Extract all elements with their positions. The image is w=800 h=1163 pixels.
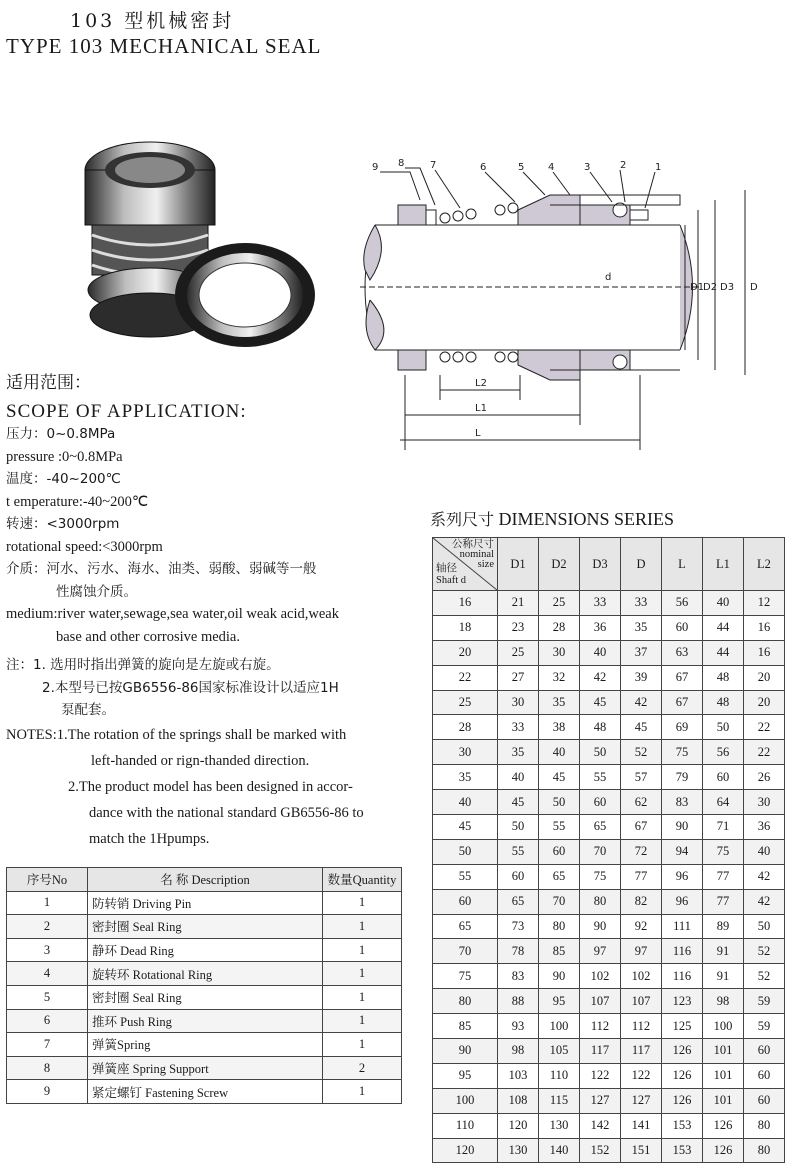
- dimension-cell: 151: [621, 1138, 662, 1163]
- dimension-cell: 105: [539, 1039, 580, 1064]
- dimension-cell: 142: [580, 1113, 621, 1138]
- note-cn-1: 注：1. 选用时指出弹簧的旋向是左旋或右旋。: [6, 657, 280, 673]
- shaft-d-cell: 45: [433, 815, 498, 840]
- dimension-cell: 20: [744, 665, 785, 690]
- dimension-cell: 94: [662, 839, 703, 864]
- col-d: D: [621, 538, 662, 591]
- dimension-cell: 50: [498, 815, 539, 840]
- table-row: [433, 1088, 785, 1113]
- dimension-cell: 40: [703, 591, 744, 616]
- corner-label-shaft: 轴径 Shaft d: [436, 563, 467, 586]
- dimension-cell: 60: [580, 790, 621, 815]
- col-d2: D2: [539, 538, 580, 591]
- dimension-cell: 126: [662, 1063, 703, 1088]
- dimension-cell: 83: [498, 964, 539, 989]
- table-row: 4 旋转环 Rotational Ring 1: [7, 962, 402, 986]
- table-row: [433, 665, 785, 690]
- shaft-d-cell: 28: [433, 715, 498, 740]
- scope-heading-en: SCOPE OF APPLICATION:: [6, 401, 247, 422]
- dimension-cell: 56: [662, 591, 703, 616]
- dimension-cell: 40: [580, 640, 621, 665]
- dimension-cell: 70: [580, 839, 621, 864]
- dimension-cell: 90: [580, 914, 621, 939]
- shaft-d-cell: 16: [433, 591, 498, 616]
- callout-1: 1: [655, 162, 662, 173]
- dimensions-header-row: [433, 538, 785, 591]
- dimension-cell: 45: [580, 690, 621, 715]
- shaft-d-cell: 100: [433, 1088, 498, 1113]
- col-no: 序号No: [7, 868, 88, 892]
- table-row: [433, 591, 785, 616]
- table-row: 1 防转销 Driving Pin 1: [7, 891, 402, 915]
- page-title-en: TYPE 103 MECHANICAL SEAL: [6, 34, 322, 58]
- callout-8: 8: [398, 158, 405, 169]
- dimension-cell: 73: [498, 914, 539, 939]
- dimension-cell: 112: [621, 1014, 662, 1039]
- table-row: [433, 740, 785, 765]
- table-row: [433, 640, 785, 665]
- shaft-d-cell: 85: [433, 1014, 498, 1039]
- dimension-cell: 60: [744, 1063, 785, 1088]
- dimension-cell: 16: [744, 615, 785, 640]
- table-row: [433, 1063, 785, 1088]
- dimension-cell: 130: [498, 1138, 539, 1163]
- table-row: [433, 1113, 785, 1138]
- dimension-cell: 60: [744, 1088, 785, 1113]
- dimension-cell: 42: [580, 665, 621, 690]
- dim-D: D: [750, 282, 758, 293]
- dimension-cell: 36: [744, 815, 785, 840]
- dimension-cell: 80: [580, 889, 621, 914]
- dimension-cell: 112: [580, 1014, 621, 1039]
- dimension-cell: 100: [703, 1014, 744, 1039]
- dimension-cell: 107: [621, 989, 662, 1014]
- dimension-cell: 35: [498, 740, 539, 765]
- dimension-cell: 39: [621, 665, 662, 690]
- dimension-cell: 117: [580, 1039, 621, 1064]
- dimension-cell: 108: [498, 1088, 539, 1113]
- pressure-cn: 压力：0~0.8MPa: [6, 426, 116, 442]
- dimension-cell: 140: [539, 1138, 580, 1163]
- dimension-cell: 101: [703, 1039, 744, 1064]
- dimension-cell: 55: [539, 815, 580, 840]
- dimension-cell: 42: [744, 864, 785, 889]
- table-row: 9 紧定螺钉 Fastening Screw 1: [7, 1080, 402, 1104]
- speed-en: rotational speed:<3000rpm: [6, 538, 163, 555]
- col-l: L: [662, 538, 703, 591]
- shaft-d-cell: 55: [433, 864, 498, 889]
- dim-L: L: [475, 428, 481, 439]
- dimension-cell: 52: [744, 964, 785, 989]
- dimension-cell: 75: [580, 864, 621, 889]
- shaft-d-cell: 110: [433, 1113, 498, 1138]
- table-row: 8 弹簧座 Spring Support 2: [7, 1056, 402, 1080]
- corner-header: [433, 538, 498, 591]
- dim-D2: D2: [703, 282, 718, 293]
- dimension-cell: 63: [662, 640, 703, 665]
- shaft-d-cell: 120: [433, 1138, 498, 1163]
- callout-6: 6: [480, 162, 487, 173]
- medium-en-cont: base and other corrosive media.: [56, 628, 240, 645]
- dimension-cell: 67: [621, 815, 662, 840]
- dimension-cell: 80: [539, 914, 580, 939]
- dimension-cell: 110: [539, 1063, 580, 1088]
- dimension-cell: 50: [580, 740, 621, 765]
- dimension-cell: 153: [662, 1138, 703, 1163]
- dimension-cell: 126: [703, 1113, 744, 1138]
- scope-section: [6, 360, 436, 852]
- dimension-cell: 32: [539, 665, 580, 690]
- shaft-d-cell: 25: [433, 690, 498, 715]
- dimension-cell: 60: [539, 839, 580, 864]
- dimension-cell: 65: [580, 815, 621, 840]
- dimension-cell: 50: [744, 914, 785, 939]
- shaft-d-cell: 18: [433, 615, 498, 640]
- dimension-cell: 52: [621, 740, 662, 765]
- table-row: [433, 790, 785, 815]
- dimension-cell: 122: [580, 1063, 621, 1088]
- dimension-cell: 64: [703, 790, 744, 815]
- dimension-cell: 98: [703, 989, 744, 1014]
- dimension-cell: 42: [621, 690, 662, 715]
- dimension-cell: 35: [539, 690, 580, 715]
- dimension-cell: 96: [662, 864, 703, 889]
- dimension-cell: 20: [744, 690, 785, 715]
- dimension-cell: 91: [703, 964, 744, 989]
- shaft-d-cell: 80: [433, 989, 498, 1014]
- dim-D3: D3: [720, 282, 735, 293]
- dimension-cell: 126: [662, 1039, 703, 1064]
- dimension-cell: 48: [703, 690, 744, 715]
- shaft-d-cell: 95: [433, 1063, 498, 1088]
- dimension-cell: 96: [662, 889, 703, 914]
- dimension-cell: 50: [703, 715, 744, 740]
- dimension-cell: 102: [621, 964, 662, 989]
- dimension-cell: 45: [621, 715, 662, 740]
- dimension-cell: 72: [621, 839, 662, 864]
- shaft-d-cell: 20: [433, 640, 498, 665]
- dim-L2: L2: [475, 378, 487, 389]
- dimension-cell: 33: [621, 591, 662, 616]
- note-cn-2-cont: 泵配套。: [61, 702, 115, 718]
- parts-table: [6, 867, 402, 1104]
- dimension-cell: 89: [703, 914, 744, 939]
- dimension-cell: 75: [703, 839, 744, 864]
- dimension-cell: 78: [498, 939, 539, 964]
- table-row: [433, 1039, 785, 1064]
- dimension-cell: 117: [621, 1039, 662, 1064]
- page-title-cn: 103 型机械密封: [70, 10, 235, 32]
- dimension-cell: 33: [498, 715, 539, 740]
- parts-header-row: [7, 868, 402, 892]
- dimension-cell: 55: [498, 839, 539, 864]
- medium-en: medium:river water,sewage,sea water,oil weak acid,weak: [6, 606, 339, 622]
- dimension-cell: 85: [539, 939, 580, 964]
- note-en-2-cont2: match the 1Hpumps.: [89, 830, 210, 847]
- dimension-cell: 77: [703, 889, 744, 914]
- dimension-cell: 65: [539, 864, 580, 889]
- col-l1: L1: [703, 538, 744, 591]
- dimension-cell: 69: [662, 715, 703, 740]
- dimension-cell: 44: [703, 640, 744, 665]
- dimension-cell: 12: [744, 591, 785, 616]
- dimension-cell: 22: [744, 740, 785, 765]
- callout-3: 3: [584, 162, 591, 173]
- dim-D1: D1: [690, 282, 705, 293]
- dimension-cell: 60: [498, 864, 539, 889]
- dimension-cell: 16: [744, 640, 785, 665]
- dimensions-title-cn: 系列尺寸: [430, 510, 495, 529]
- callout-2: 2: [620, 160, 627, 171]
- shaft-d-cell: 40: [433, 790, 498, 815]
- table-row: 5 密封圈 Seal Ring 1: [7, 985, 402, 1009]
- dimension-cell: 100: [539, 1014, 580, 1039]
- dimension-cell: 95: [539, 989, 580, 1014]
- dimension-cell: 102: [580, 964, 621, 989]
- scope-heading-cn: 适用范围：: [6, 373, 91, 393]
- callout-9: 9: [372, 162, 379, 173]
- table-row: [433, 765, 785, 790]
- dimension-cell: 52: [744, 939, 785, 964]
- table-row: [433, 964, 785, 989]
- table-row: [433, 889, 785, 914]
- dimension-cell: 67: [662, 665, 703, 690]
- dimension-cell: 35: [621, 615, 662, 640]
- dimension-cell: 40: [539, 740, 580, 765]
- dimension-cell: 40: [744, 839, 785, 864]
- col-l2: L2: [744, 538, 785, 591]
- dimension-cell: 70: [539, 889, 580, 914]
- table-row: [433, 1138, 785, 1163]
- dimension-cell: 42: [744, 889, 785, 914]
- dimension-cell: 126: [662, 1088, 703, 1113]
- dimension-cell: 59: [744, 989, 785, 1014]
- dimension-cell: 36: [580, 615, 621, 640]
- dimensions-title-en: DIMENSIONS SERIES: [498, 509, 675, 529]
- table-row: [433, 615, 785, 640]
- table-row: [433, 864, 785, 889]
- dimension-cell: 26: [744, 765, 785, 790]
- dimension-cell: 48: [703, 665, 744, 690]
- dimension-cell: 23: [498, 615, 539, 640]
- dimension-cell: 120: [498, 1113, 539, 1138]
- callout-5: 5: [518, 162, 525, 173]
- col-d1: D1: [498, 538, 539, 591]
- shaft-d-cell: 50: [433, 839, 498, 864]
- dimension-cell: 91: [703, 939, 744, 964]
- table-row: 3 静环 Dead Ring 1: [7, 938, 402, 962]
- table-row: 6 推环 Push Ring 1: [7, 1009, 402, 1033]
- dimension-cell: 92: [621, 914, 662, 939]
- dimension-cell: 38: [539, 715, 580, 740]
- dimension-cell: 27: [498, 665, 539, 690]
- dimension-cell: 83: [662, 790, 703, 815]
- dimension-cell: 101: [703, 1088, 744, 1113]
- dimension-cell: 123: [662, 989, 703, 1014]
- dimension-cell: 55: [580, 765, 621, 790]
- dimension-cell: 97: [580, 939, 621, 964]
- dimension-cell: 45: [539, 765, 580, 790]
- dimension-cell: 82: [621, 889, 662, 914]
- dimension-cell: 60: [744, 1039, 785, 1064]
- dimension-cell: 77: [703, 864, 744, 889]
- table-row: [433, 989, 785, 1014]
- shaft-d-cell: 35: [433, 765, 498, 790]
- dimension-cell: 125: [662, 1014, 703, 1039]
- pressure-en: pressure :0~0.8MPa: [6, 448, 123, 465]
- dimension-cell: 45: [498, 790, 539, 815]
- product-photo: [70, 130, 320, 355]
- dimension-cell: 101: [703, 1063, 744, 1088]
- dimension-cell: 33: [580, 591, 621, 616]
- dimension-cell: 126: [703, 1138, 744, 1163]
- dimension-cell: 71: [703, 815, 744, 840]
- dimension-cell: 90: [539, 964, 580, 989]
- note-en-2-cont: dance with the national standard GB6556-86 to: [89, 804, 364, 821]
- table-row: [433, 914, 785, 939]
- table-row: 7 弹簧Spring 1: [7, 1033, 402, 1057]
- dimension-cell: 30: [744, 790, 785, 815]
- dimension-cell: 59: [744, 1014, 785, 1039]
- table-row: [433, 815, 785, 840]
- dimension-cell: 25: [539, 591, 580, 616]
- medium-cn: 介质：河水、污水、海水、油类、弱酸、弱碱等一般: [6, 561, 317, 577]
- dimension-cell: 153: [662, 1113, 703, 1138]
- dimension-cell: 30: [539, 640, 580, 665]
- dimension-cell: 65: [498, 889, 539, 914]
- dimensions-title: [430, 507, 674, 530]
- shaft-d-cell: 65: [433, 914, 498, 939]
- dimension-cell: 79: [662, 765, 703, 790]
- shaft-d-cell: 30: [433, 740, 498, 765]
- shaft-d-cell: 70: [433, 939, 498, 964]
- callout-4: 4: [548, 162, 555, 173]
- dimension-cell: 103: [498, 1063, 539, 1088]
- dimensions-table: [432, 537, 785, 1163]
- dimension-cell: 60: [662, 615, 703, 640]
- dimension-cell: 80: [744, 1138, 785, 1163]
- shaft-d-cell: 60: [433, 889, 498, 914]
- speed-cn: 转速：<3000rpm: [6, 516, 120, 532]
- dimension-cell: 127: [621, 1088, 662, 1113]
- col-description: 名 称 Description: [88, 868, 323, 892]
- dimension-cell: 152: [580, 1138, 621, 1163]
- table-row: [433, 715, 785, 740]
- dimension-cell: 127: [580, 1088, 621, 1113]
- temperature-en: t emperature:-40~200℃: [6, 493, 149, 510]
- note-en-2: 2.The product model has been designed in accor-: [68, 778, 353, 795]
- dimension-cell: 116: [662, 964, 703, 989]
- dimension-cell: 107: [580, 989, 621, 1014]
- note-cn-2: 2.本型号已按GB6556-86国家标准设计以适应1H: [42, 679, 339, 696]
- dimension-cell: 22: [744, 715, 785, 740]
- shaft-d-cell: 90: [433, 1039, 498, 1064]
- dimension-cell: 88: [498, 989, 539, 1014]
- dimension-cell: 98: [498, 1039, 539, 1064]
- dimension-cell: 115: [539, 1088, 580, 1113]
- dimension-cell: 40: [498, 765, 539, 790]
- dimension-cell: 90: [662, 815, 703, 840]
- col-d3: D3: [580, 538, 621, 591]
- dimension-cell: 62: [621, 790, 662, 815]
- table-row: [433, 839, 785, 864]
- shaft-d-cell: 22: [433, 665, 498, 690]
- dimension-cell: 77: [621, 864, 662, 889]
- dimension-cell: 80: [744, 1113, 785, 1138]
- medium-cn-cont: 性腐蚀介质。: [56, 583, 137, 600]
- dimension-cell: 25: [498, 640, 539, 665]
- dimension-cell: 75: [662, 740, 703, 765]
- note-en-1: NOTES:1.The rotation of the springs shall be marked with: [6, 726, 347, 743]
- col-quantity: 数量Quantity: [323, 868, 402, 892]
- dimension-cell: 56: [703, 740, 744, 765]
- dimension-cell: 60: [703, 765, 744, 790]
- dim-L1: L1: [475, 403, 487, 414]
- dimension-cell: 93: [498, 1014, 539, 1039]
- table-row: [433, 1014, 785, 1039]
- dimension-cell: 21: [498, 591, 539, 616]
- callout-7: 7: [430, 160, 437, 171]
- dimension-cell: 37: [621, 640, 662, 665]
- dimension-cell: 141: [621, 1113, 662, 1138]
- dimension-cell: 111: [662, 914, 703, 939]
- dimension-cell: 57: [621, 765, 662, 790]
- dimension-cell: 67: [662, 690, 703, 715]
- dimension-cell: 48: [580, 715, 621, 740]
- dimension-cell: 44: [703, 615, 744, 640]
- note-en-1-cont: left-handed or rign-thanded direction.: [91, 752, 310, 769]
- dimension-cell: 116: [662, 939, 703, 964]
- table-row: [433, 939, 785, 964]
- dimension-cell: 97: [621, 939, 662, 964]
- dimension-cell: 122: [621, 1063, 662, 1088]
- dimension-cell: 30: [498, 690, 539, 715]
- temperature-cn: 温度：-40~200℃: [6, 471, 121, 487]
- dimension-cell: 130: [539, 1113, 580, 1138]
- dimension-cell: 28: [539, 615, 580, 640]
- table-row: [433, 690, 785, 715]
- corner-label-nominal: 公称尺寸 nominal size: [452, 539, 494, 570]
- dim-d: d: [605, 272, 612, 283]
- shaft-d-cell: 75: [433, 964, 498, 989]
- table-row: 2 密封圈 Seal Ring 1: [7, 915, 402, 939]
- dimension-cell: 50: [539, 790, 580, 815]
